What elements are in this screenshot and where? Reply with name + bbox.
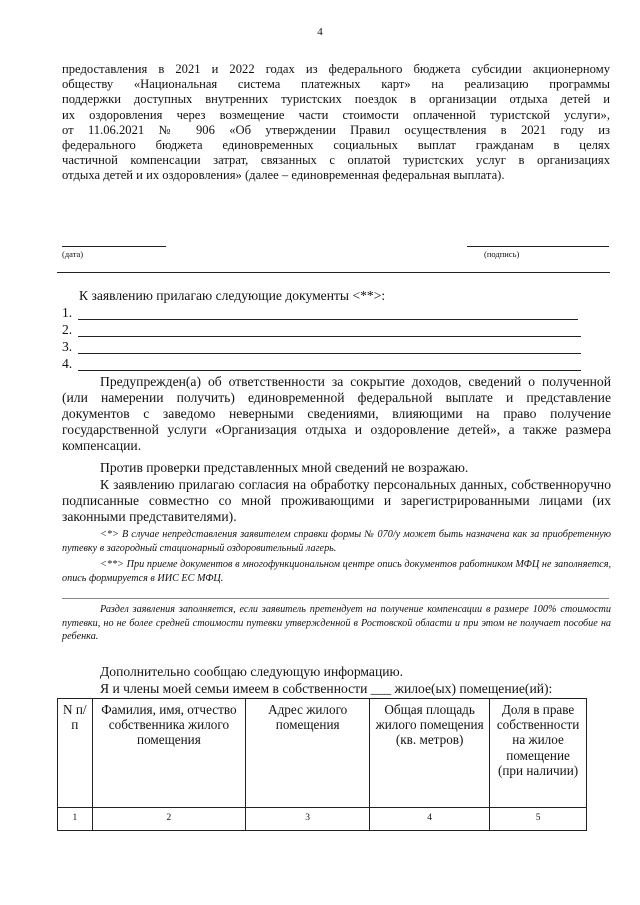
table-cell: 1 — [58, 808, 93, 831]
signature-line — [467, 246, 609, 247]
section-divider — [57, 272, 610, 273]
document-line — [78, 353, 581, 354]
table-header-cell: Доля в праве собственности на жилое помещение (при наличии) — [490, 699, 587, 808]
document-number: 4. — [62, 356, 73, 371]
table-cell: 3 — [246, 808, 370, 831]
warning-paragraph: Предупрежден(а) об ответственности за сокрытие доходов, сведений о полученной (или намерении получить) единовременной федеральной выплате и представление документов с заведомо неверными сведениями, влияющими на право получение государственной услуги «Организация отдыха и оздоровление детей», а также размера компенсации. — [62, 374, 611, 454]
intro-paragraph — [62, 62, 610, 184]
intro-line: поддержки доступных внутренних туристских поездок в организации отдыха детей и — [62, 92, 610, 107]
table-cell: 5 — [490, 808, 587, 831]
note-divider — [62, 598, 609, 599]
table-header-cell: Адрес жилого помещения — [246, 699, 370, 808]
table-row — [58, 808, 587, 831]
intro-line: обществу «Национальная система платежных карт» на реализацию программы — [62, 77, 610, 92]
date-label: (дата) — [62, 249, 84, 259]
intro-line: предоставления в 2021 и 2022 годах из федерального бюджета субсидии акционерному — [62, 62, 610, 76]
intro-line: частичной компенсации затрат, связанных с оплатой туристских услуг в организациях — [62, 153, 610, 168]
ownership-text: Я и члены моей семьи имеем в собственности ___ жилое(ых) помещение(ий): — [100, 681, 553, 696]
table-cell: 4 — [370, 808, 490, 831]
intro-line: от 11.06.2021 № 906 «Об утверждении Правил осуществления в 2021 году из — [62, 122, 610, 137]
page-number: 4 — [317, 26, 323, 38]
document-line — [78, 319, 578, 320]
signature-label: (подпись) — [484, 249, 520, 259]
document-number: 3. — [62, 339, 73, 354]
table-header-cell: Общая площадь жилого помещения (кв. метров) — [370, 699, 490, 808]
table-header-cell: Фамилия, имя, отчество собственника жилого помещения — [92, 699, 246, 808]
document-line — [78, 370, 581, 371]
additional-info: Дополнительно сообщаю следующую информацию. — [100, 664, 404, 679]
intro-line: федерального бюджета единовременных социальных выплат гражданам в целях — [62, 138, 610, 153]
no-objection-paragraph: Против проверки представленных мной сведений не возражаю. — [100, 460, 469, 475]
table-header-cell: N п/п — [58, 699, 93, 808]
document-number: 2. — [62, 322, 73, 337]
footnote-1: <*> В случае непредставления заявителем справки формы № 070/у может быть назначена как за приобретенную путевку в загородный стационарный оздоровительный лагерь. — [62, 529, 611, 554]
intro-line: отдыха детей и их оздоровления» (далее – единовременная федеральная выплата). — [62, 168, 505, 183]
table-cell: 2 — [92, 808, 246, 831]
intro-line: их оздоровления через возмещение части стоимости оплаченной туристской услуги», — [62, 107, 610, 122]
table-header-row — [58, 699, 587, 808]
documents-heading: К заявлению прилагаю следующие документы <**>: — [79, 288, 386, 303]
document-line — [78, 336, 581, 337]
property-table — [57, 698, 587, 831]
footnote-2: <**> При приеме документов в многофункциональном центре опись документов работником МФЦ не заполняется, опись формируется в ИИС ЕС МФЦ. — [62, 559, 611, 584]
consent-paragraph: К заявлению прилагаю согласия на обработку персональных данных, собственноручно подписанные совместно со мной проживающими и зарегистрированными лицами (их законными представителями). — [62, 477, 611, 525]
document-number: 1. — [62, 305, 73, 320]
section-note: Раздел заявления заполняется, если заявитель претендует на получение компенсации в размере 100% стоимости путевки, но не более средней стоимости путевки утвержденной в Ростовской области и при этом не получает пособие на ребенка. — [62, 604, 611, 642]
date-line — [62, 246, 166, 247]
